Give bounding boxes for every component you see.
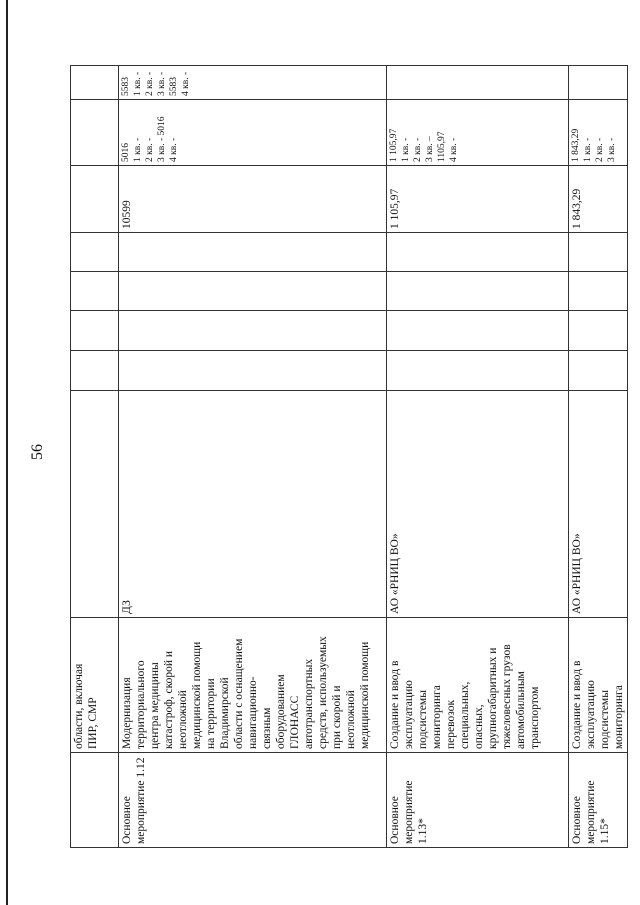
text-line: 3 кв. - xyxy=(607,137,617,162)
header-cell xyxy=(71,66,119,100)
text-line: 5583 xyxy=(121,77,131,96)
text-line: мониторинга xyxy=(431,685,443,749)
text-line: области с оснащением xyxy=(233,638,245,749)
text-line: связным xyxy=(261,707,273,749)
table-cell xyxy=(569,272,628,311)
year2-cell xyxy=(387,66,569,100)
rotated-table-container xyxy=(70,66,625,848)
text-line: Создание и ввод в xyxy=(571,660,583,749)
header-cell xyxy=(71,391,119,618)
text-line: специальных, xyxy=(459,681,471,749)
table-cell xyxy=(569,233,628,272)
year1-cell xyxy=(119,100,387,166)
text-line: 3 кв. – xyxy=(425,136,435,162)
text-line: 4 кв. - xyxy=(169,137,179,162)
table-cell xyxy=(387,233,569,272)
text-line: 1 кв. - xyxy=(583,137,593,162)
text-line: территориального xyxy=(135,660,147,749)
year2-cell xyxy=(119,66,387,100)
text-line: мероприятие xyxy=(585,780,597,844)
text-line: 1105,97 xyxy=(437,131,447,162)
year2-cell xyxy=(569,66,628,100)
left-margin-rule xyxy=(6,0,8,905)
text-line: автомобильным xyxy=(515,671,527,749)
page-number: 56 xyxy=(29,444,46,460)
text-line: мониторинга xyxy=(613,685,625,749)
executor-cell: АО «РНИЦ ВО» xyxy=(387,391,569,618)
text-line: подсистемы xyxy=(417,690,429,749)
text-line: крупногабаритных и xyxy=(487,647,499,749)
header-cell xyxy=(71,272,119,311)
text-line: транспортом xyxy=(529,686,541,749)
text-line: 1.13* xyxy=(417,818,429,844)
text-line: опасных, xyxy=(473,704,485,749)
table-cell xyxy=(569,351,628,391)
text-line: катастроф, скорой и xyxy=(163,650,175,749)
text-line: 1 кв. - xyxy=(133,71,143,96)
text-line: ГЛОНАСС xyxy=(289,695,301,749)
year1-cell xyxy=(387,100,569,166)
event-cell xyxy=(387,753,569,848)
table-cell xyxy=(387,351,569,391)
text-line: эксплуатацию xyxy=(585,680,597,749)
text-line: средств, используемых xyxy=(317,636,329,749)
text-line: 1 105,97 xyxy=(389,128,399,162)
text-line: 2 кв. - xyxy=(145,137,155,162)
header-cell xyxy=(71,351,119,391)
event-cell xyxy=(569,753,628,848)
table-cell xyxy=(119,233,387,272)
executor-cell: АО «РНИЦ ВО» xyxy=(569,391,628,618)
text-line: навигационно- xyxy=(247,676,259,749)
text-line: ПИР, СМР xyxy=(87,697,99,749)
table-row xyxy=(119,66,387,848)
text-line: 1 кв. - xyxy=(401,137,411,162)
header-row xyxy=(71,66,119,848)
table-row xyxy=(387,66,569,848)
total-cell: 10599 xyxy=(119,166,387,233)
text-line: перевозок xyxy=(445,699,457,749)
text-line: 3 кв. - 5016 xyxy=(157,116,167,162)
text-line: неотложной xyxy=(177,690,189,749)
text-line: 2 кв. - xyxy=(145,71,155,96)
text-line: мероприятие xyxy=(403,780,415,844)
text-line: автотранспортных xyxy=(303,658,315,749)
header-cell xyxy=(71,618,119,753)
description-cell xyxy=(387,618,569,753)
description-cell xyxy=(569,618,628,753)
text-line: 2 кв. - xyxy=(595,137,605,162)
table-cell xyxy=(119,311,387,351)
text-line: неотложной xyxy=(345,690,357,749)
text-line: оборудованием xyxy=(275,674,287,749)
text-line: Модернизация xyxy=(121,677,133,749)
text-line: подсистемы xyxy=(599,690,611,749)
table-cell xyxy=(119,272,387,311)
text-line: эксплуатацию xyxy=(403,680,415,749)
text-line: Основное xyxy=(571,796,583,844)
table-cell xyxy=(569,311,628,351)
header-cell xyxy=(71,166,119,233)
header-cell xyxy=(71,753,119,848)
event-cell xyxy=(119,753,387,848)
table-cell xyxy=(119,351,387,391)
header-cell xyxy=(71,100,119,166)
text-line: Основное xyxy=(121,796,133,844)
text-line: на территории xyxy=(205,678,217,749)
text-line: центра медицины xyxy=(149,662,161,749)
text-line: 3 кв. - xyxy=(157,71,167,96)
text-line: медицинской помощи xyxy=(359,641,371,749)
text-line: 2 кв. - xyxy=(413,137,423,162)
text-line: при скорой и xyxy=(331,685,343,749)
program-table xyxy=(70,65,628,848)
table-cell xyxy=(387,272,569,311)
text-line: мероприятие 1.12 xyxy=(135,757,147,844)
text-line: 5016 xyxy=(121,143,131,162)
text-line: тяжеловесных грузов xyxy=(501,644,513,749)
description-cell xyxy=(119,618,387,753)
text-line: медицинской помощи xyxy=(191,641,203,749)
total-cell: 1 843,29 xyxy=(569,166,628,233)
table-row xyxy=(569,66,628,848)
text-line: 5583 xyxy=(169,77,179,96)
text-line: 1 843,29 xyxy=(571,128,581,162)
text-line: 1.15* xyxy=(599,818,611,844)
text-line: Владимирской xyxy=(219,677,231,749)
text-line: Создание и ввод в xyxy=(389,660,401,749)
text-line: области, включая xyxy=(73,663,85,749)
executor-cell: ДЗ xyxy=(119,391,387,618)
year1-cell xyxy=(569,100,628,166)
total-cell: 1 105,97 xyxy=(387,166,569,233)
text-line: Основное xyxy=(389,796,401,844)
table-cell xyxy=(387,311,569,351)
header-cell xyxy=(71,233,119,272)
text-line: 1 кв. - xyxy=(133,137,143,162)
text-line: 4 кв. - xyxy=(449,137,459,162)
header-cell xyxy=(71,311,119,351)
text-line: 4 кв. - xyxy=(181,71,191,96)
